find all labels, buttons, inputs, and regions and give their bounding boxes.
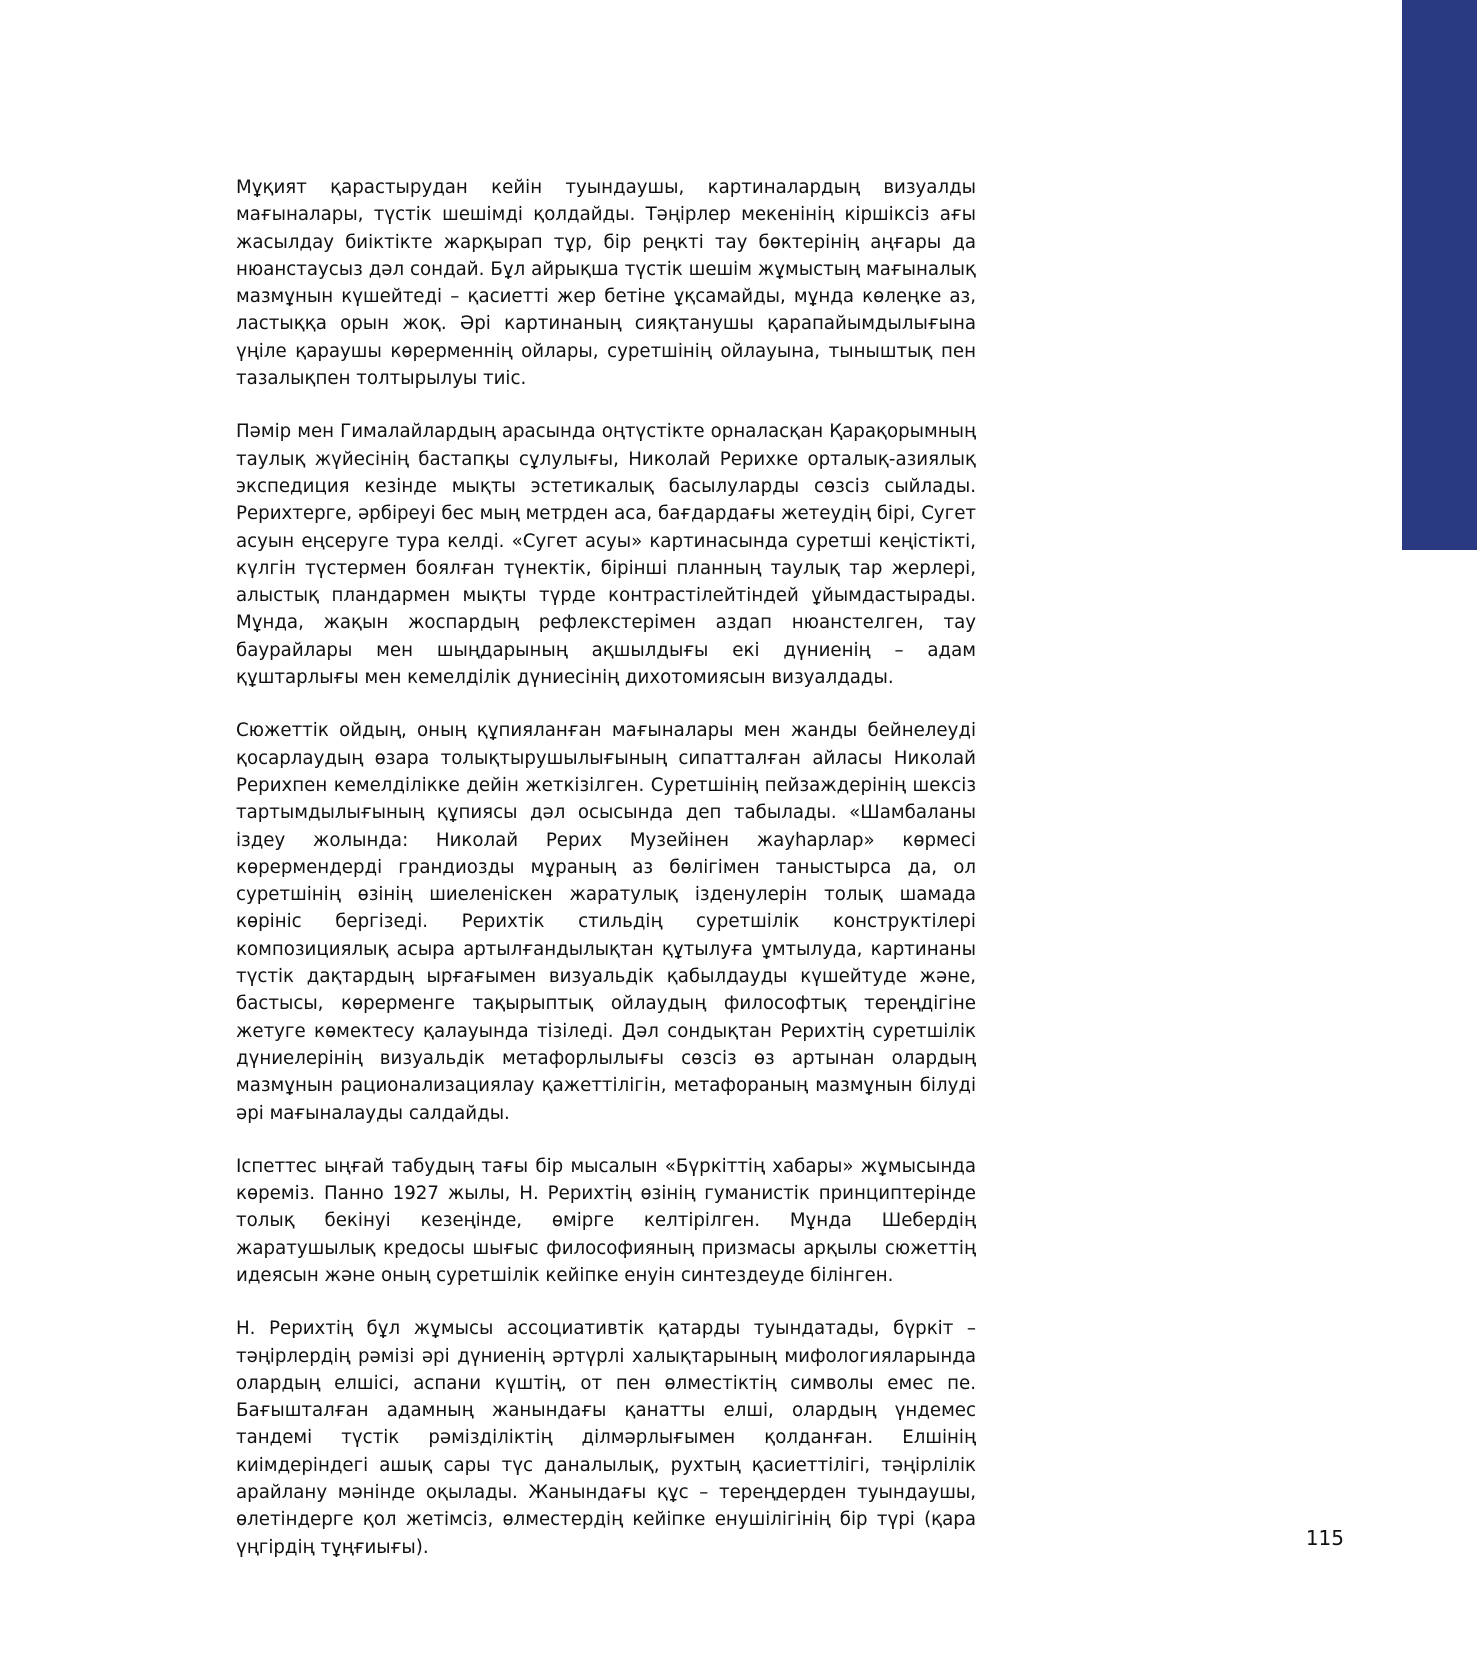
body-text [236, 174, 976, 1587]
paragraph-3: Сюжеттік ойдың, оның құпияланған мағыналары мен жанды бейнелеуді қосарлаудың өзара толықтырушылығының сипатталған айласы Николай Рерихпен кемелділікке дейін жеткізілген. Суретшінің пейзаждерінің шексіз тартымдылығының құпиясы дәл осысында деп табылады. «Шамбаланы іздеу жолында: Николай Рерих Музейінен жауһарлар» көрмесі көрермендерді грандиозды мұраның аз бөлігімен таныстырса да, ол суретшінің өзінің шиеленіскен жаратулық ізденулерін толық шамада көрініс бергізеді. Рерихтік стильдің суретшілік конструктілері композициялық асыра артылғандылықтан құтылуға ұмтылуда, картинаны түстік дақтардың ырғағымен визуальдік қабылдауды күшейтуде және, бастысы, көрерменге тақырыптық ойлаудың философтық тереңдігіне жетуге көмектесу қалауында тізіледі. Дәл сондықтан Рерихтің суретшілік дүниелерінің визуальдік метафорлылығы сөзсіз өз артынан олардың мазмұнын рационализациялау қажеттілігін, метафораның мазмұнын білуді әрі мағыналауды салдайды. [236, 720, 976, 1124]
paragraph-4: Іспеттес ыңғай табудың тағы бір мысалын «Бүркіттің хабары» жұмысында көреміз. Панно 1927 жылы, Н. Рерихтің өзінің гуманистік принциптерінде толық бекінуі кезеңінде, өмірге келтірілген. Мұнда Шебердің жаратушылық кредосы шығыс философияның призмасы арқылы сюжеттің идеясын және оның суретшілік кейіпке енуін синтездеуде білінген. [236, 1155, 976, 1286]
paragraph-1: Мұқият қарастырудан кейін туындаушы, картиналардың визуалды мағыналары, түстік шешімді қолдайды. Тәңірлер мекенінің кіршіксіз ағы жасылдау биіктікте жарқырап тұр, бір реңкті тау бөктерінің аңғары да нюанстаусыз дәл сондай. Бұл айрықша түстік шешім жұмыстың мағыналық мазмұнын күшейтеді – қасиетті жер бетіне ұқсамайды, мұнда көлеңке аз, ластыққа орын жоқ. Әрі картинаның сияқтанушы қарапайымдылығына үңіле қараушы көрерменнің ойлары, суретшінің ойлауына, тыныштық пен тазалықпен толтырылуы тиіс. [236, 177, 976, 390]
paragraph-5: Н. Рерихтің бұл жұмысы ассоциативтік қатарды туындатады, бүркіт – тәңірлердің рәмізі әрі дүниенің әртүрлі халықтарының мифологияларында олардың елшісі, аспани күштің, от пен өлместіктің символы емес пе. Бағышталған адамның жанындағы қанатты елші, олардың үндемес тандемі түстік рәмізділіктің ділмәрлығымен қолданған. Елшінің киімдеріндегі ашық сары түс даналылық, рухтың қасиеттілігі, тәңірлілік арайлану мәнінде оқылады. Жанындағы құс – тереңдерден туындаушы, өлетіндерге қол жетімсіз, өлместердің кейіпке енушілігінің бір түрі (қара үңгірдің тұңғиығы). [236, 1318, 976, 1558]
paragraph-2: Пәмір мен Гималайлардың арасында оңтүстікте орналасқан Қарақорымның таулық жүйесінің бастапқы сұлулығы, Николай Рерихке орталық-азиялық экспедиция кезінде мықты эстетикалық басылуларды сөзсіз сыйлады. Рерихтерге, әрбіреуі бес мың метрден аса, бағдардағы жетеудің бірі, Сугет асуын еңсеруге тура келді. «Сугет асуы» картинасында суретші кеңістікті, күлгін түстермен боялған түнектік, бірінші планның таулық тар жерлері, алыстық пландармен мықты түрде контрастілейтіндей ұйымдастырады. Мұнда, жақын жоспардың рефлекстерімен аздап нюанстелген, тау баурайлары мен шыңдарының ақшылдығы екі дүниенің – адам құштарлығы мен кемелділік дүниесінің дихотомиясын визуалдады. [236, 421, 976, 689]
side-tab-accent [1402, 0, 1477, 550]
page-number: 115 [1305, 1526, 1344, 1550]
